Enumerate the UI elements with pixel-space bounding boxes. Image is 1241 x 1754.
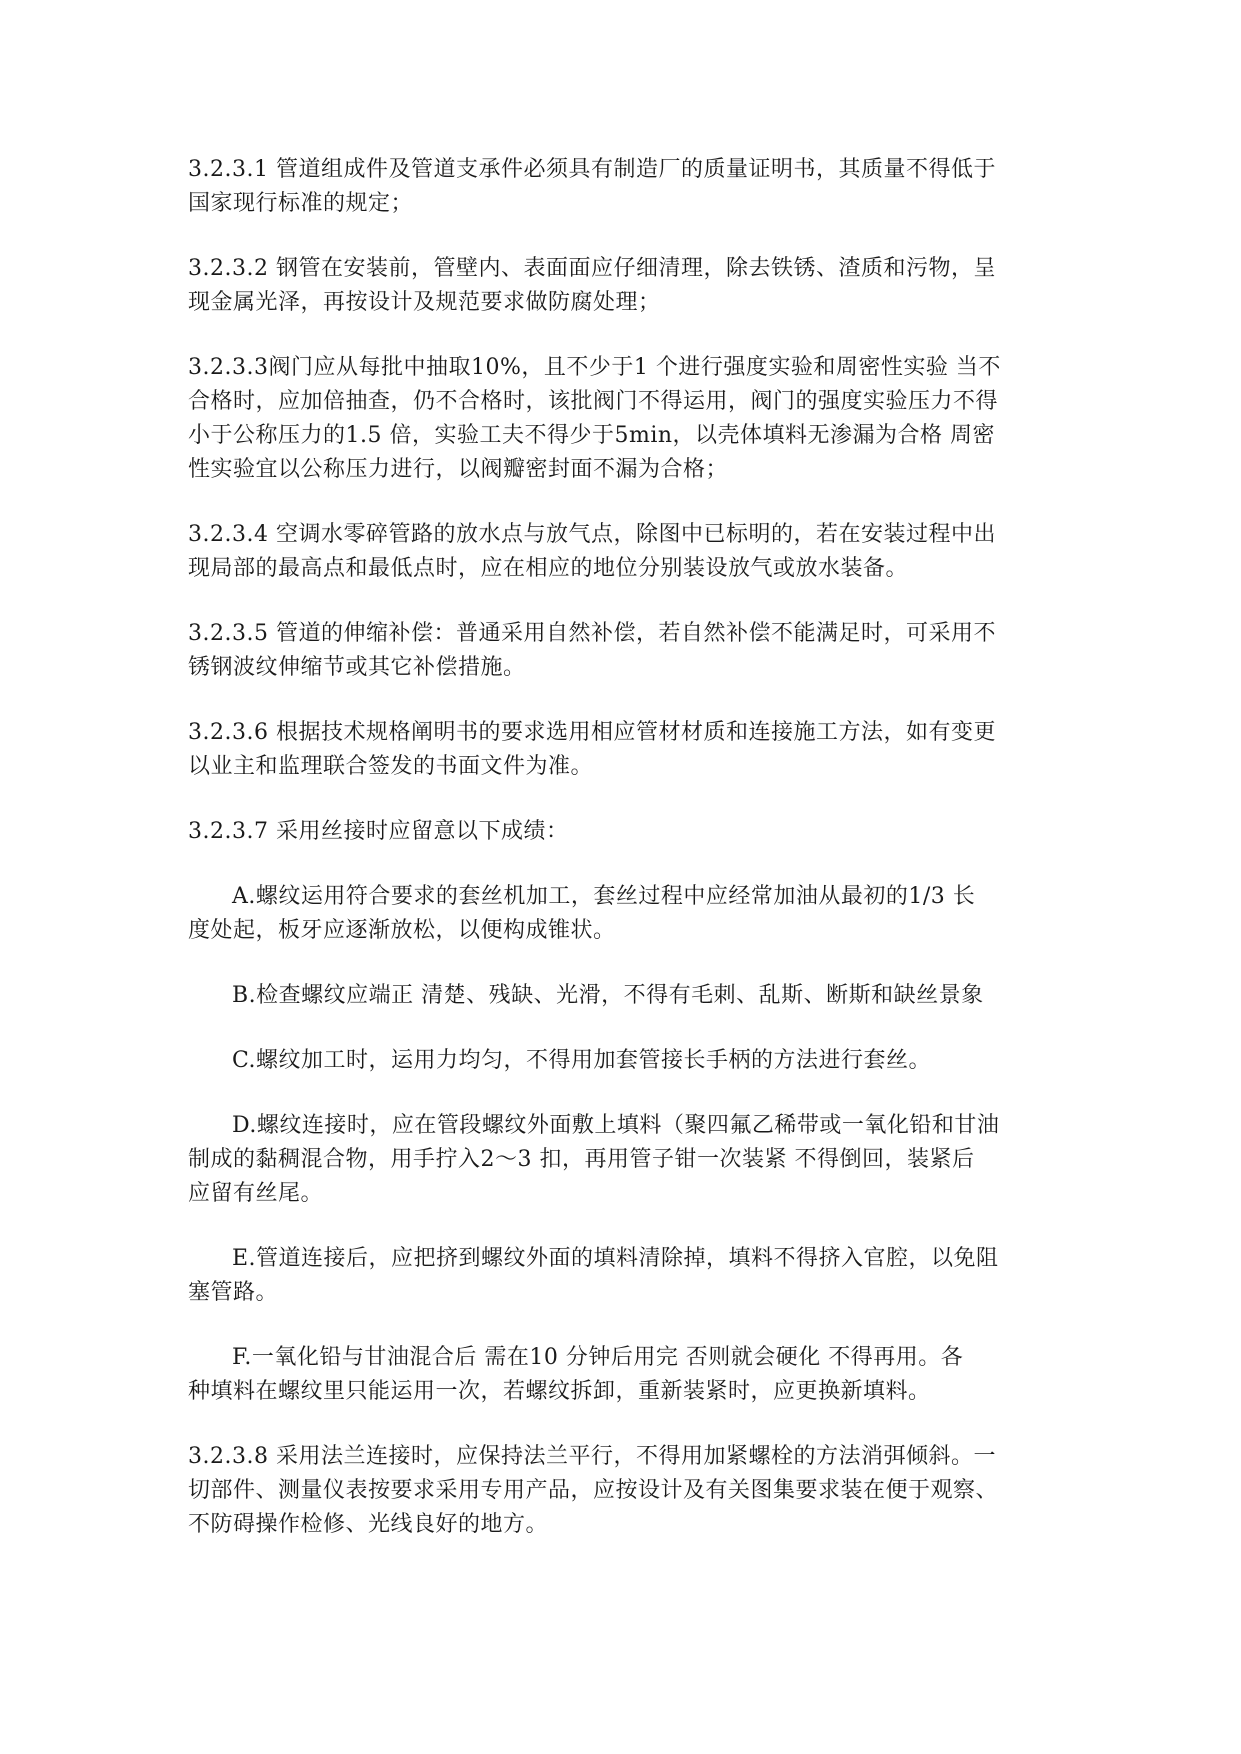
text-line: 现金属光泽，再按设计及规范要求做防腐处理；	[188, 290, 661, 315]
text-line: 3.2.3.5 管道的伸缩补偿：普通采用自然补偿，若自然补偿不能满足时，可采用不	[188, 621, 996, 646]
text-line: 3.2.3.2 钢管在安装前，管壁内、表面面应仔细清理，除去铁锈、渣质和污物，呈	[188, 256, 996, 281]
text-line: F.一氧化铅与甘油混合后 需在10 分钟后用完 否则就会硬化 不得再用。各	[232, 1345, 964, 1370]
clause-3-2-3-6	[188, 716, 1088, 784]
clause-3-2-3-4	[188, 518, 1088, 586]
text-line: 3.2.3.1 管道组成件及管道支承件必须具有制造厂的质量证明书，其质量不得低于	[188, 157, 996, 182]
text-line: 现局部的最高点和最低点时，应在相应的地位分别装设放气或放水装备。	[188, 556, 909, 581]
text-line: 3.2.3.6 根据技术规格阐明书的要求选用相应管材材质和连接施工方法，如有变更	[188, 720, 996, 745]
sub-item-b	[188, 979, 1088, 1013]
text-line: 小于公称压力的1.5 倍，实验工夫不得少于5min，以壳体填料无渗漏为合格 周密	[188, 423, 996, 448]
clause-3-2-3-7	[188, 815, 1088, 849]
document-page	[188, 153, 1088, 1573]
text-line: 以业主和监理联合签发的书面文件为准。	[188, 754, 594, 779]
text-line: E.管道连接后，应把挤到螺纹外面的填料清除掉，填料不得挤入官腔，以免阻	[232, 1246, 999, 1271]
sub-item-e	[188, 1242, 1088, 1310]
text-line: 不防碍操作检修、光线良好的地方。	[188, 1512, 549, 1537]
sub-item-f	[188, 1341, 1088, 1409]
text-line: 种填料在螺纹里只能运用一次，若螺纹拆卸，重新装紧时，应更换新填料。	[188, 1379, 931, 1404]
text-line: 3.2.3.4 空调水零碎管路的放水点与放气点，除图中已标明的，若在安装过程中出	[188, 522, 996, 547]
text-line: D.螺纹连接时，应在管段螺纹外面敷上填料（聚四氟乙稀带或一氧化铅和甘油	[232, 1113, 1000, 1138]
text-line: 性实验宜以公称压力进行，以阀瓣密封面不漏为合格；	[188, 457, 729, 482]
clause-3-2-3-3	[188, 351, 1088, 487]
text-line: A.螺纹运用符合要求的套丝机加工，套丝过程中应经常加油从最初的1/3 长	[232, 884, 976, 909]
clause-3-2-3-5	[188, 617, 1088, 685]
text-line: 锈钢波纹伸缩节或其它补偿措施。	[188, 655, 526, 680]
clause-3-2-3-2	[188, 252, 1088, 320]
sub-item-c	[188, 1044, 1088, 1078]
text-line: 3.2.3.3阀门应从每批中抽取10%，且不少于1 个进行强度实验和周密性实验 当不	[188, 355, 1001, 380]
text-line: 3.2.3.7 采用丝接时应留意以下成绩：	[188, 819, 569, 844]
text-line: B.检查螺纹应端正 清楚、残缺、光滑，不得有毛刺、乱斯、断斯和缺丝景象	[232, 983, 984, 1008]
text-line: 制成的黏稠混合物，用手拧入2～3 扣，再用管子钳一次装紧 不得倒回，装紧后	[188, 1147, 975, 1172]
text-line: 合格时，应加倍抽查，仍不合格时，该批阀门不得运用，阀门的强度实验压力不得	[188, 389, 999, 414]
clause-3-2-3-1	[188, 153, 1088, 221]
text-line: 切部件、测量仪表按要求采用专用产品，应按设计及有关图集要求装在便于观察、	[188, 1478, 999, 1503]
sub-item-a	[188, 880, 1088, 948]
text-line: C.螺纹加工时，运用力均匀，不得用加套管接长手柄的方法进行套丝。	[232, 1048, 932, 1073]
text-line: 国家现行标准的规定；	[188, 191, 414, 216]
text-line: 3.2.3.8 采用法兰连接时，应保持法兰平行，不得用加紧螺栓的方法消弭倾斜。一	[188, 1444, 996, 1469]
text-line: 应留有丝尾。	[188, 1181, 324, 1206]
clause-3-2-3-8	[188, 1440, 1088, 1542]
sub-item-d	[188, 1109, 1088, 1211]
text-line: 塞管路。	[188, 1280, 279, 1305]
text-line: 度处起，板牙应逐渐放松，以便构成锥状。	[188, 918, 616, 943]
